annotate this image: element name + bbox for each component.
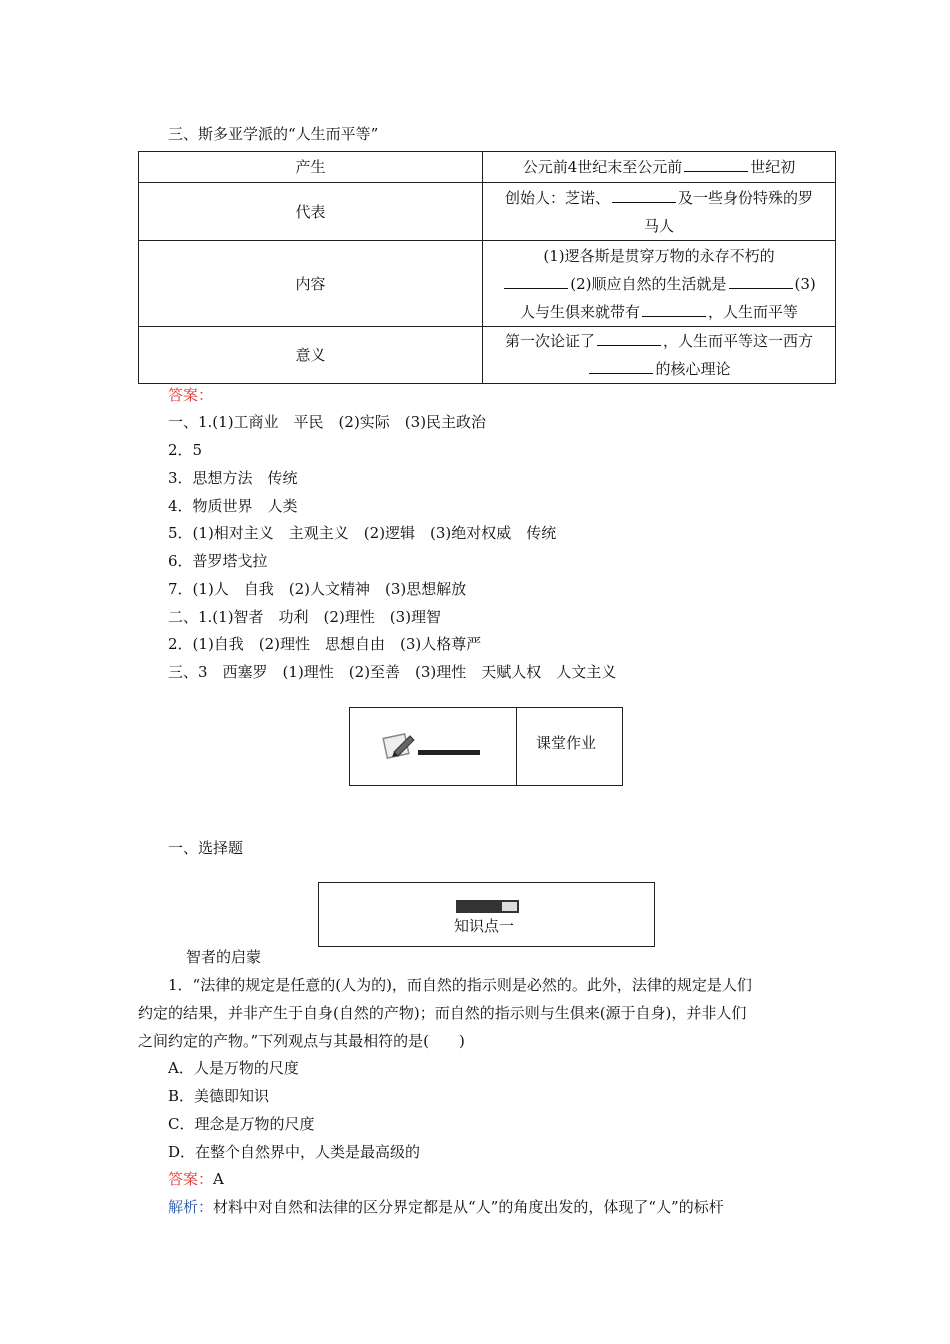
knowledge-point-label: 知识点一 <box>454 917 515 935</box>
knowledge-bar-end <box>502 902 517 911</box>
table-value: 创始人：芝诺、 及一些身份特殊的罗 马人 <box>483 183 836 241</box>
table-value: 公元前4世纪末至公元前 世纪初 <box>483 152 836 183</box>
answer-line: 三、3 西塞罗 (1)理性 (2)至善 (3)理性 天赋人权 人文主义 <box>168 663 617 681</box>
answer-line: 3．思想方法 传统 <box>168 469 298 487</box>
option-a: A．人是万物的尺度 <box>168 1059 299 1077</box>
option-b: B．美德即知识 <box>168 1087 270 1105</box>
answer-line: 4．物质世界 人类 <box>168 497 298 515</box>
divider <box>516 708 517 785</box>
answer-label: 答案： <box>168 1170 214 1188</box>
answer-line: 6．普罗塔戈拉 <box>168 552 268 570</box>
answer-line: 二、1.(1)智者 功利 (2)理性 (3)理智 <box>168 608 442 626</box>
option-c: C．理念是万物的尺度 <box>168 1115 315 1133</box>
pencil-note-icon <box>382 730 418 760</box>
answer-line: 一、1.(1)工商业 平民 (2)实际 (3)民主政治 <box>168 413 487 431</box>
question-answer <box>168 1168 224 1189</box>
analysis <box>168 1196 724 1217</box>
table-key: 代表 <box>139 183 483 241</box>
section-title: 三、斯多亚学派的“人生而平等” <box>168 125 379 143</box>
analysis-text: 材料中对自然和法律的区分界定都是从“人”的角度出发的，体现了“人”的标杆 <box>213 1198 724 1216</box>
question-line: 约定的结果，并非产生于自身(自然的产物)；而自然的指示则与生俱来(源于自身)，并非人们 <box>138 1004 747 1022</box>
homework-banner <box>349 707 623 786</box>
choice-section-title: 一、选择题 <box>168 839 244 857</box>
topic-title: 智者的启蒙 <box>186 948 262 966</box>
analysis-label: 解析： <box>168 1198 214 1216</box>
knowledge-point-banner <box>318 882 655 947</box>
table-value: 第一次论证了 ，人生而平等这一西方 的核心理论 <box>483 327 836 384</box>
divider-bar <box>418 750 480 755</box>
homework-label: 课堂作业 <box>536 734 597 752</box>
table-key: 意义 <box>139 327 483 384</box>
stoic-table <box>138 151 836 384</box>
question-line: 之间约定的产物。”下列观点与其最相符的是( ) <box>138 1032 465 1050</box>
answer-line: 2．5 <box>168 441 203 459</box>
option-d: D．在整个自然界中，人类是最高级的 <box>168 1143 421 1161</box>
answer-line: 2．(1)自我 (2)理性 思想自由 (3)人格尊严 <box>168 635 482 653</box>
answer-value: A <box>213 1170 224 1188</box>
answers-label: 答案： <box>168 386 214 404</box>
table-value: (1)逻各斯是贯穿万物的永存不朽的 (2)顺应自然的生活就是 (3) 人与生俱来就带有 ，人生而平等 <box>483 241 836 327</box>
table-key: 内容 <box>139 241 483 327</box>
answer-line: 5．(1)相对主义 主观主义 (2)逻辑 (3)绝对权威 传统 <box>168 524 557 542</box>
table-key: 产生 <box>139 152 483 183</box>
answer-line: 7．(1)人 自我 (2)人文精神 (3)思想解放 <box>168 580 467 598</box>
question-line: 1．“法律的规定是任意的(人为的)，而自然的指示则是必然的。此外，法律的规定是人们 <box>168 976 752 994</box>
